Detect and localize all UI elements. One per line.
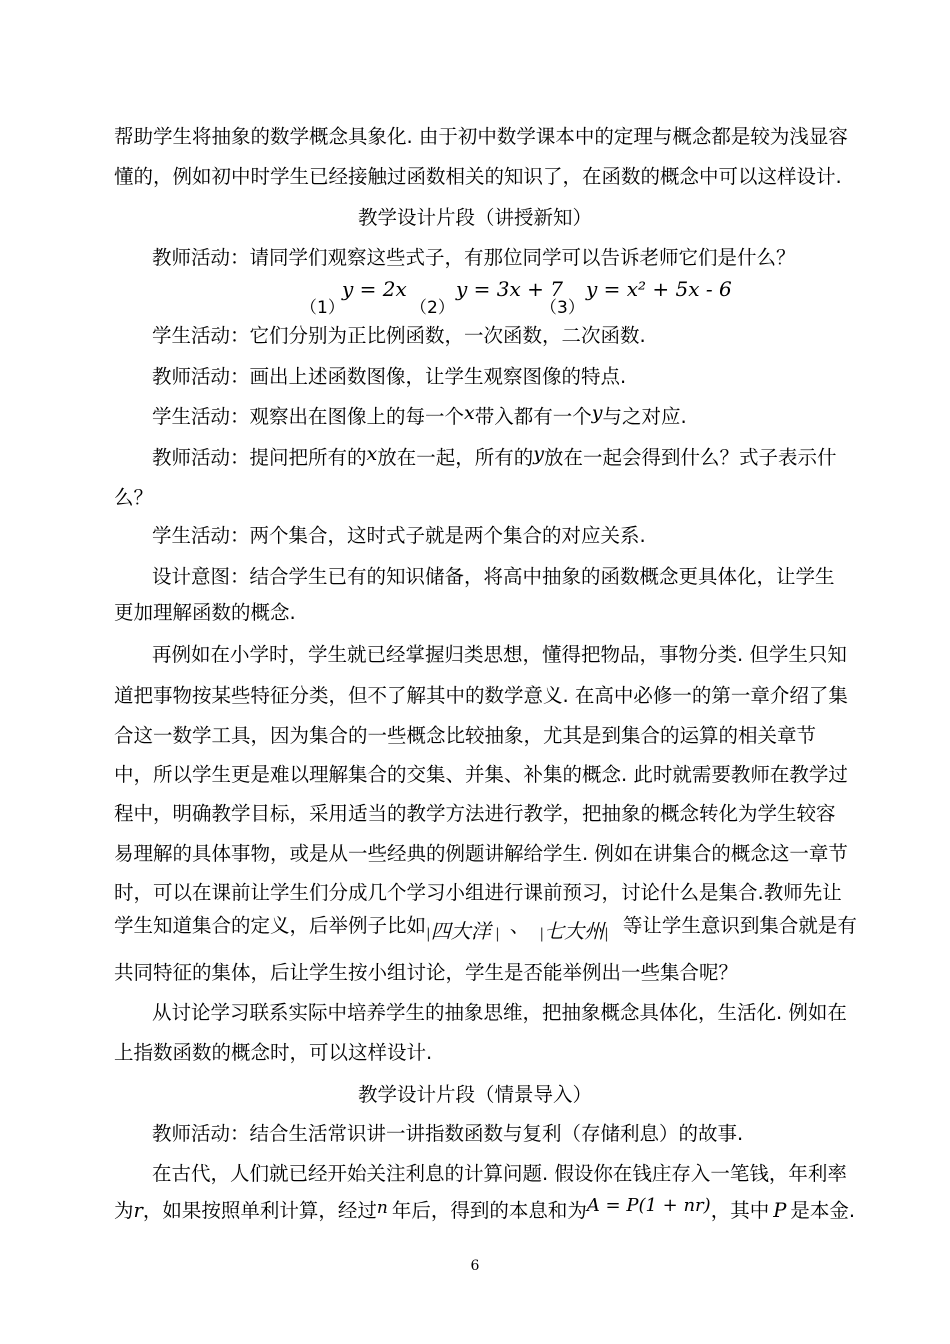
para2-line7: 时，可以在课前让学生们分成几个学习小组进行课前预习，讨论什么是集合.教师先让 xyxy=(114,881,842,904)
para3-line1: 从讨论学习联系实际中培养学生的抽象思维，把抽象概念具体化，生活化. 例如在 xyxy=(152,1001,847,1024)
para4-line2 xyxy=(114,1195,856,1225)
equation-label-2: （2） xyxy=(410,298,455,318)
teacher3-text-c: 放在一起会得到什么？式子表示什 xyxy=(543,446,837,469)
equation-1: y = 2x xyxy=(342,277,407,301)
var-P: P xyxy=(773,1199,787,1222)
design-intent-line1: 设计意图：结合学生已有的知识储备，将高中抽象的函数概念更具体化，让学生 xyxy=(152,565,835,588)
set-example-2: |七大州| xyxy=(539,919,609,943)
student-activity-1: 学生活动：它们分别为正比例函数，一次函数，二次函数. xyxy=(152,324,646,347)
para2-line8-a: 学生知道集合的定义，后举例子比如 xyxy=(114,914,427,937)
var-y: y xyxy=(533,443,544,465)
section-heading-2: 教学设计片段（情景导入） xyxy=(357,1083,592,1106)
var-y: y xyxy=(591,402,603,424)
section-heading-1: 教学设计片段（讲授新知） xyxy=(357,206,592,229)
para2-line8-b: 等让学生意识到集合就是有 xyxy=(622,914,857,937)
teacher-activity-4: 教师活动：结合生活常识讲一讲指数函数与复利（存储利息）的故事. xyxy=(152,1122,744,1145)
para3-line2: 上指数函数的概念时，可以这样设计. xyxy=(114,1041,433,1064)
student-activity-2 xyxy=(152,404,836,430)
set-example-1: |四大洋 | xyxy=(426,919,500,943)
para1-line1: 帮助学生将抽象的数学概念具象化. 由于初中数学课本中的定理与概念都是较为浅显容 xyxy=(114,125,848,148)
equation-row xyxy=(0,277,950,317)
para4-line2-d: ，其中 xyxy=(710,1199,770,1222)
para2-line9: 共同特征的集体，后让学生按小组讨论，学生是否能举例出一些集合呢？ xyxy=(114,961,739,984)
var-x: x xyxy=(366,443,378,465)
para2-line5: 程中，明确教学目标，采用适当的教学方法进行教学，把抽象的概念转化为学生较容 xyxy=(114,802,836,825)
teacher-activity-3-cont: 么？ xyxy=(114,486,154,509)
set-example-2-text: 七大州 xyxy=(544,919,605,943)
para1-line2: 懂的，例如初中时学生已经接触过函数相关的知识了，在函数的概念中可以这样设计. xyxy=(114,165,842,188)
equation-2: y = 3x + 7 xyxy=(456,277,563,301)
teacher3-text-b: 放在一起，所有的 xyxy=(377,446,534,469)
teacher-activity-1: 教师活动：请同学们观察这些式子，有那位同学可以告诉老师它们是什么？ xyxy=(152,246,796,269)
var-x: x xyxy=(464,402,475,424)
equation-3: y = x² + 5x - 6 xyxy=(586,277,732,301)
teacher3-text-a: 教师活动：提问把所有的 xyxy=(152,446,367,469)
para2-line2: 道把事物按某些特征分类，但不了解其中的数学意义. 在高中必修一的第一章介绍了集 xyxy=(114,684,848,707)
student-activity-3: 学生活动：两个集合，这时式子就是两个集合的对应关系. xyxy=(152,524,646,547)
para2-line1: 再例如在小学时，学生就已经掌握归类思想，懂得把物品，事物分类. 但学生只知 xyxy=(152,643,847,666)
para2-line8 xyxy=(114,912,857,943)
design-intent-line2: 更加理解函数的概念. xyxy=(114,601,296,624)
para4-line2-b: ，如果按照单利计算，经过 xyxy=(142,1199,377,1222)
para2-line3: 合这一数学工具，因为集合的一些概念比较抽象，尤其是到集合的运算的相关章节 xyxy=(114,724,817,747)
para2-line6: 易理解的具体事物，或是从一些经典的例题讲解给学生. 例如在讲集合的概念这一章节 xyxy=(114,842,848,865)
separator: 、 xyxy=(509,914,530,937)
page-number: 6 xyxy=(470,1258,480,1274)
var-r: r xyxy=(133,1199,143,1222)
var-n: n xyxy=(376,1198,388,1218)
para4-line2-c: 年后，得到的本息和为 xyxy=(391,1199,587,1222)
para2-line4: 中，所以学生更是难以理解集合的交集、并集、补集的概念. 此时就需要教师在教学过 xyxy=(114,763,848,786)
para4-line1: 在古代，人们就已经开始关注利息的计算问题. 假设你在钱庄存入一笔钱，年利率 xyxy=(152,1162,847,1185)
simple-interest-formula: A = P(1 + nr) xyxy=(586,1195,711,1216)
para4-line2-a: 为 xyxy=(114,1199,134,1222)
teacher-activity-3 xyxy=(152,445,836,471)
equation-label-3: （3） xyxy=(540,298,585,318)
teacher-activity-2: 教师活动：画出上述函数图像，让学生观察图像的特点. xyxy=(152,365,627,388)
student2-text-a: 学生活动：观察出在图像上的每一个 xyxy=(152,405,465,428)
equation-label-1: （1） xyxy=(300,298,345,318)
student2-text-c: 与之对应. xyxy=(602,405,687,428)
para4-line2-e: 是本金. xyxy=(790,1199,856,1222)
set-example-1-text: 四大洋 xyxy=(430,919,491,943)
student2-text-b: 带入都有一个 xyxy=(474,405,592,428)
